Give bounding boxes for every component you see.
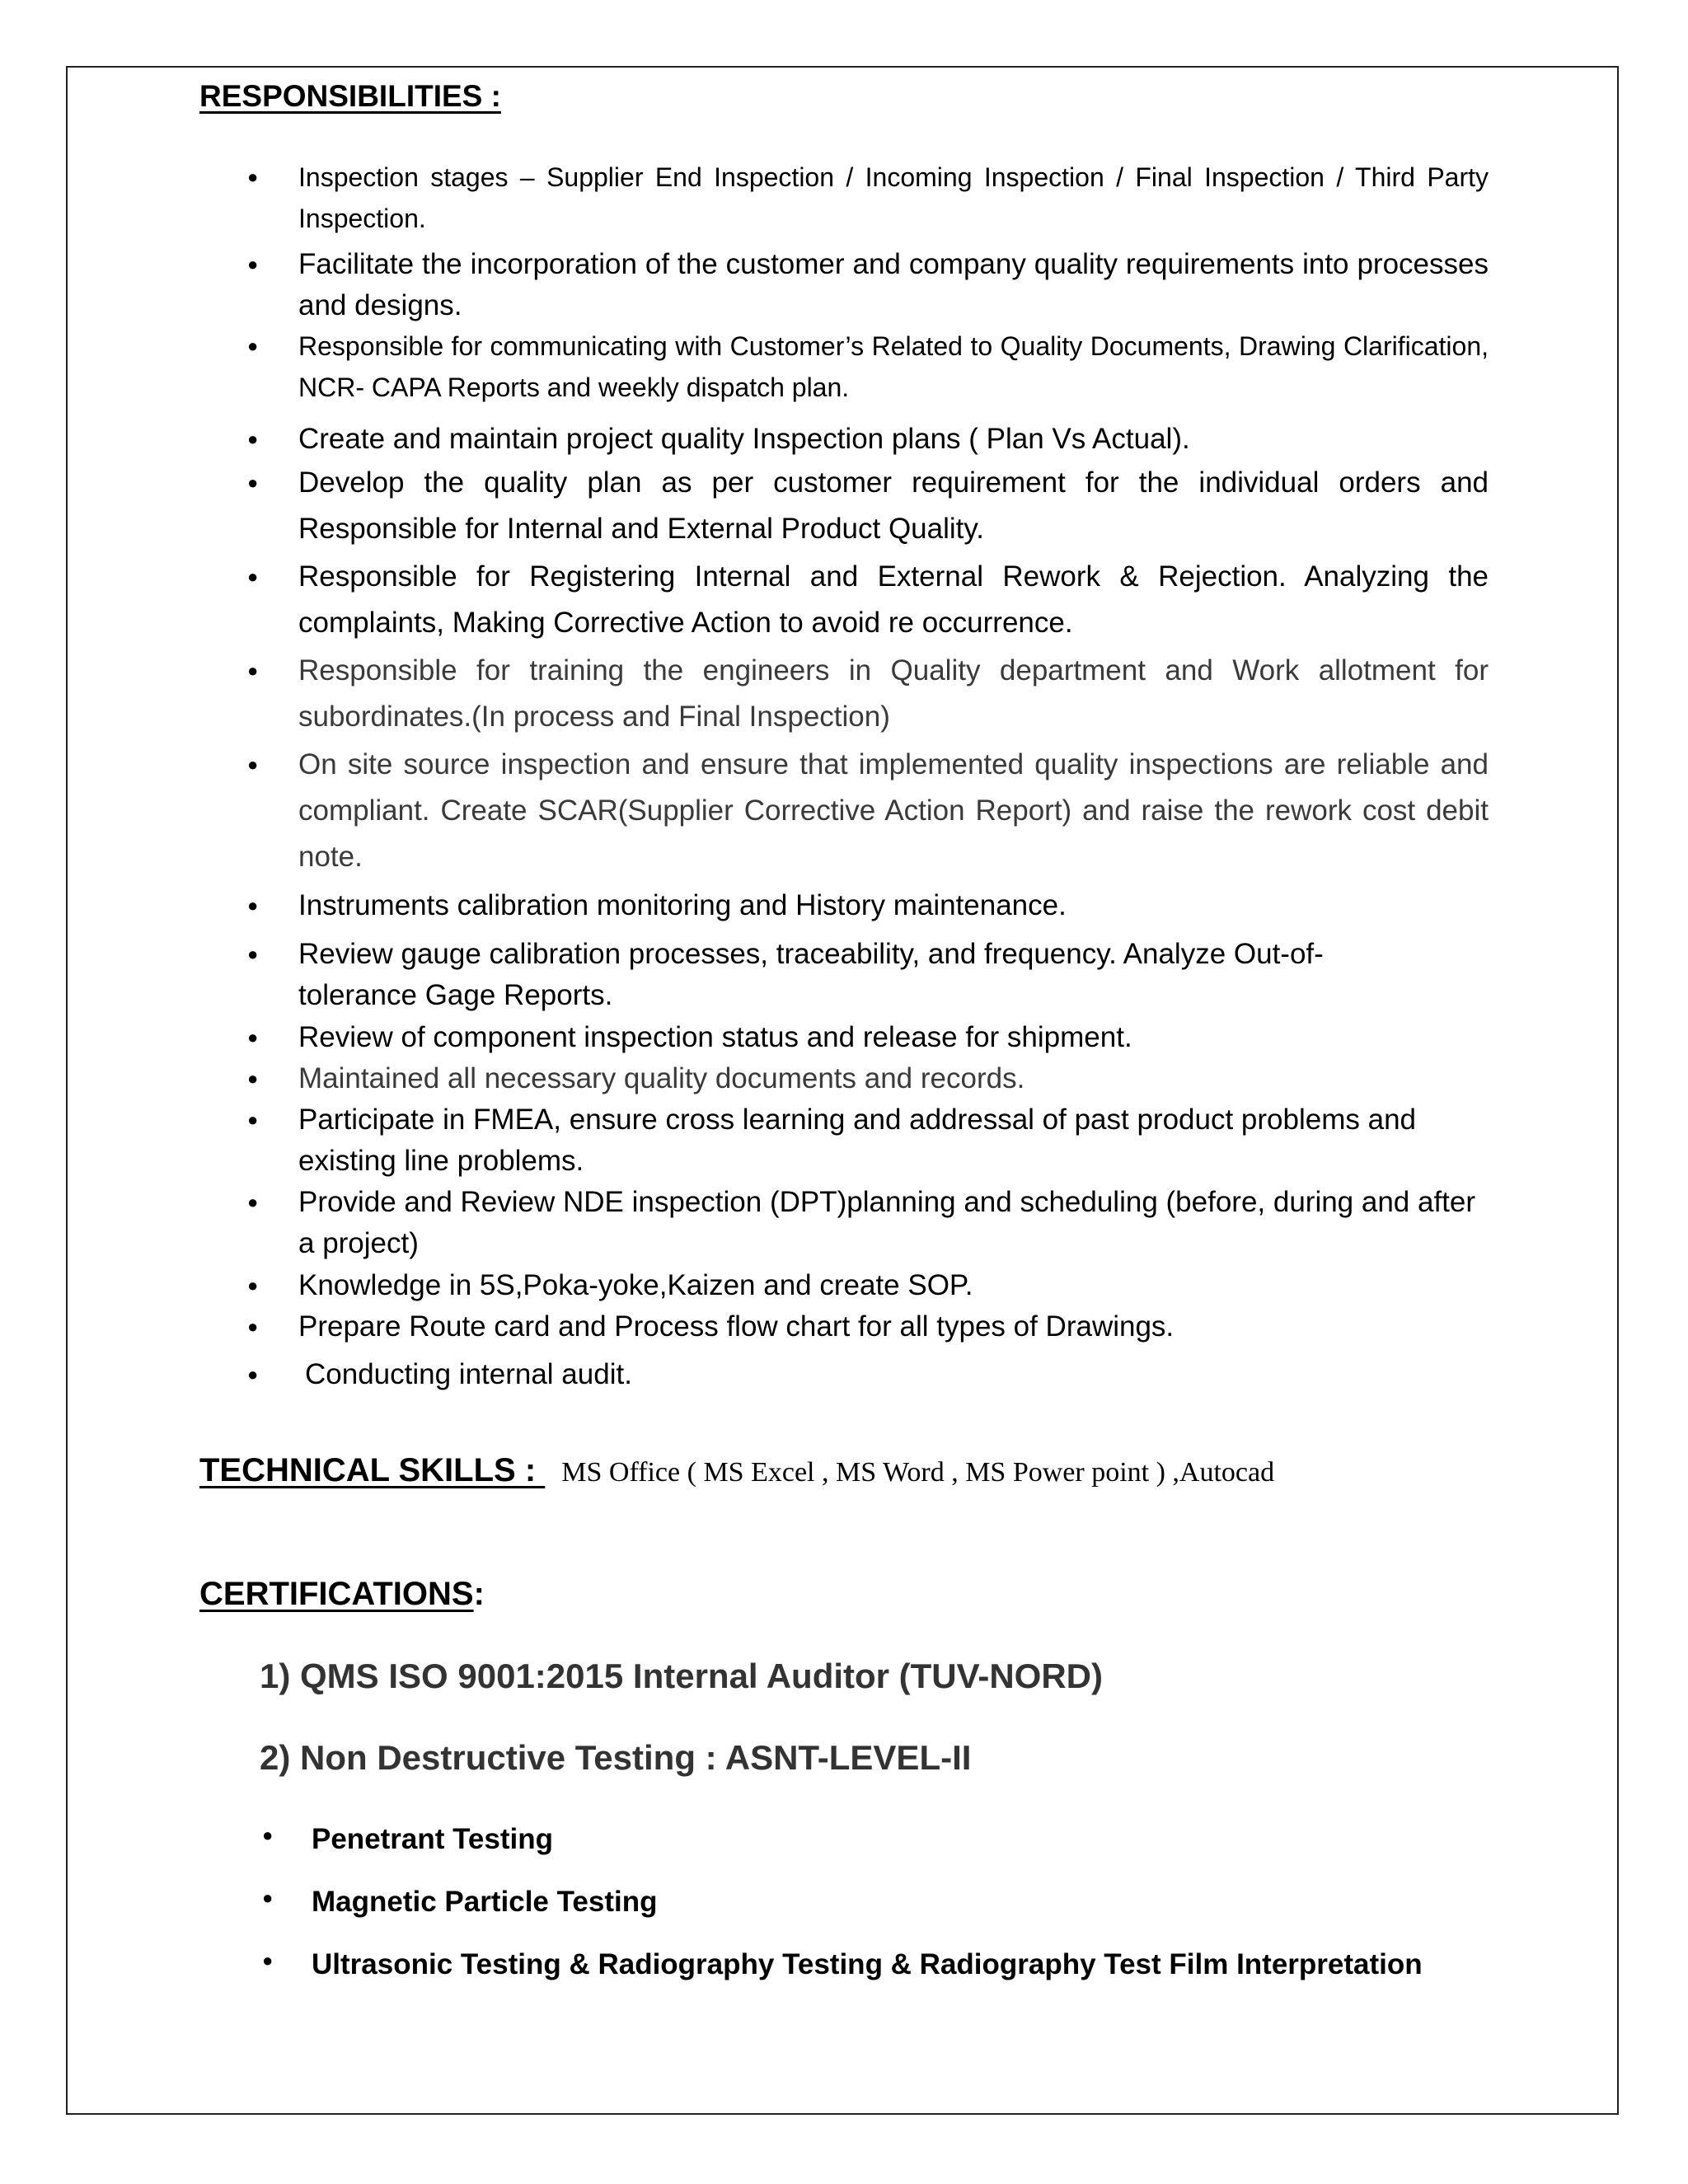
certifications-heading	[199, 1576, 485, 1613]
responsibility-item: ● Prepare Route card and Process flow chart for all types of Drawings.	[298, 1306, 1489, 1347]
responsibility-item: ● Responsible for training the engineers in Quality department and Work allotment for subordinates.(In process and Final Inspection)	[298, 648, 1489, 740]
responsibility-item: ● On site source inspection and ensure that implemented quality inspections are reliable and compliant. Create SCAR(Supplier Corrective Action Report) and raise the rework cost debit note.	[298, 742, 1489, 880]
responsibilities-heading: RESPONSIBILITIES :	[199, 79, 501, 113]
technical-skills-value: MS Office ( MS Excel , MS Word , MS Power point ) ,Autocad	[561, 1457, 1275, 1488]
ndt-method-item: ● Penetrant Testing	[312, 1823, 553, 1856]
responsibility-item: ● Inspection stages – Supplier End Inspection / Incoming Inspection / Final Inspection / Third Party Inspection.	[298, 157, 1489, 239]
responsibility-item: ● Review of component inspection status and release for shipment.	[298, 1017, 1489, 1058]
responsibility-item: ● Responsible for communicating with Customer’s Related to Quality Documents, Drawing Clarification, NCR- CAPA Reports and weekly dispatch plan.	[298, 326, 1489, 408]
certification-item: 2) Non Destructive Testing : ASNT-LEVEL-II	[260, 1738, 972, 1777]
ndt-method-item: ● Magnetic Particle Testing	[312, 1886, 657, 1919]
technical-skills-heading	[199, 1452, 1274, 1489]
responsibility-item: ● Provide and Review NDE inspection (DPT)planning and scheduling (before, during and after a project)	[298, 1182, 1485, 1264]
certification-item: 1) QMS ISO 9001:2015 Internal Auditor (TUV-NORD)	[260, 1657, 1103, 1695]
technical-skills-label: TECHNICAL SKILLS :	[199, 1452, 546, 1488]
responsibility-item: ● Participate in FMEA, ensure cross learning and addressal of past product problems and existing line problems.	[298, 1099, 1485, 1182]
responsibility-item: ● Create and maintain project quality Inspection plans ( Plan Vs Actual).	[298, 419, 1489, 460]
responsibility-item: ● Facilitate the incorporation of the customer and company quality requirements into processes and designs.	[298, 244, 1489, 326]
responsibility-item: ● Instruments calibration monitoring and History maintenance.	[298, 885, 1489, 926]
responsibility-item: ● Review gauge calibration processes, traceability, and frequency. Analyze Out-of-tolerance Gage Reports.	[298, 934, 1403, 1016]
responsibility-item: ● Responsible for Registering Internal and External Rework & Rejection. Analyzing the complaints, Making Corrective Action to avoid re occurrence.	[298, 554, 1489, 646]
responsibility-item: ● Conducting internal audit.	[298, 1354, 1495, 1395]
responsibility-item: ● Develop the quality plan as per customer requirement for the individual orders and Responsible for Internal and External Product Quality.	[298, 460, 1489, 552]
responsibility-item: ● Knowledge in 5S,Poka-yoke,Kaizen and create SOP.	[298, 1265, 1489, 1306]
responsibility-item: ● Maintained all necessary quality documents and records.	[298, 1058, 1489, 1099]
certifications-colon: :	[473, 1576, 485, 1612]
certifications-label: CERTIFICATIONS	[199, 1576, 474, 1612]
ndt-method-item: ● Ultrasonic Testing & Radiography Testing & Radiography Test Film Interpretation	[312, 1948, 1423, 1981]
